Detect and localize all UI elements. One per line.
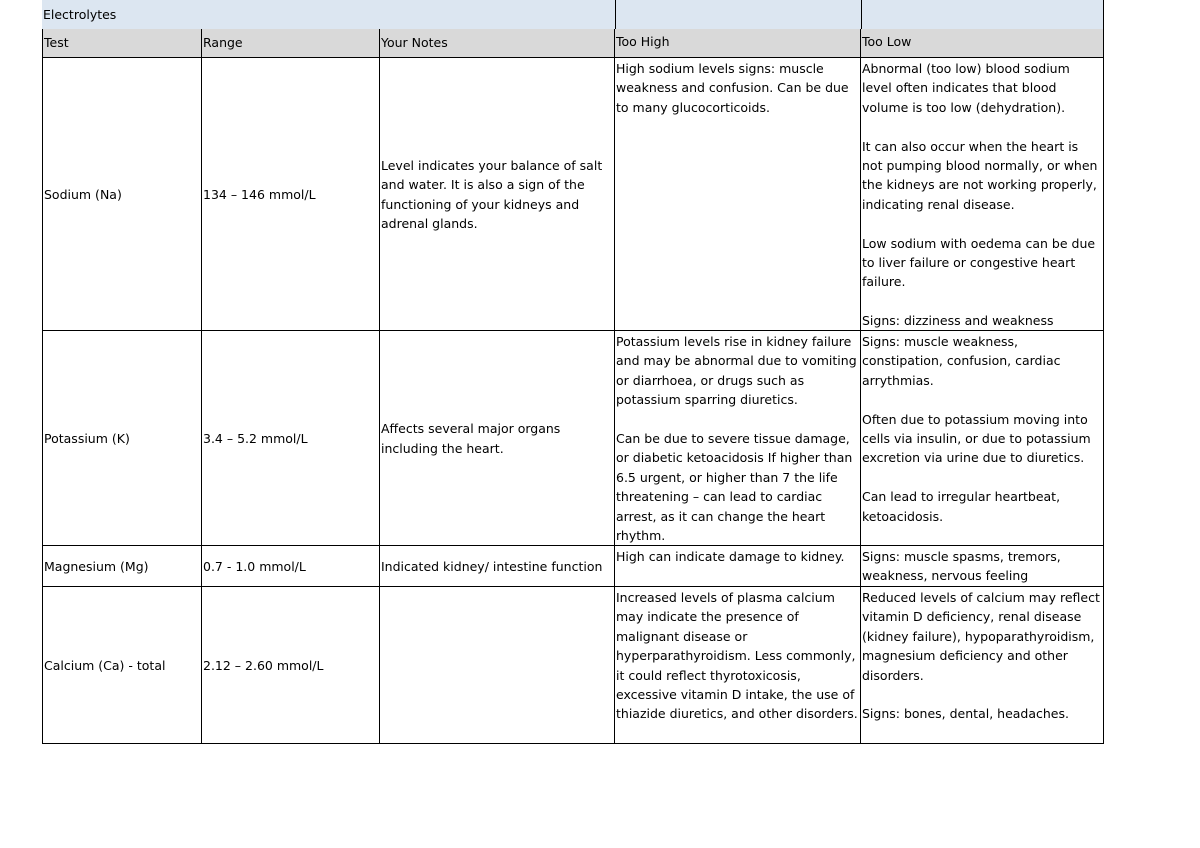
table-row [42, 331, 1104, 546]
test-notes: Indicated kidney/ intestine function [380, 546, 615, 586]
title-spacer-cell [861, 0, 1104, 29]
header-range: Range [202, 29, 380, 57]
title-spacer-cell [615, 0, 861, 29]
too-low-text: Abnormal (too low) blood sodium level often indicates that blood volume is too low (dehydration). It can also occur when the heart is not pumping blood normally, or when the kidneys are not working properly, indicating renal disease. Low sodium with oedema can be due to liver failure or congestive heart failure. Signs: dizziness and weakness [861, 58, 1104, 330]
test-range: 3.4 – 5.2 mmol/L [202, 331, 380, 545]
electrolytes-table [42, 0, 1104, 744]
header-too-high: Too High [615, 29, 861, 57]
too-high-text: Increased levels of plasma calcium may indicate the presence of malignant disease or hyperparathyroidism. Less commonly, it could reflect thyrotoxicosis, excessive vitamin D intake, the use of thiazide diuretics, and other disorders. [615, 587, 861, 743]
test-notes [380, 587, 615, 743]
table-row [42, 587, 1104, 744]
test-name: Sodium (Na) [42, 58, 202, 330]
header-too-low: Too Low [861, 29, 1104, 57]
header-test: Test [42, 29, 202, 57]
too-low-text: Signs: muscle weakness, constipation, confusion, cardiac arrythmias. Often due to potassium moving into cells via insulin, or due to potassium excretion via urine due to diuretics. Can lead to irregular heartbeat, ketoacidosis. [861, 331, 1104, 545]
table-row [42, 546, 1104, 587]
test-range: 0.7 - 1.0 mmol/L [202, 546, 380, 586]
too-low-text: Signs: muscle spasms, tremors, weakness, nervous feeling [861, 546, 1104, 586]
too-low-text: Reduced levels of calcium may reflect vitamin D deficiency, renal disease (kidney failure), hypoparathyroidism, magnesium deficiency and other disorders. Signs: bones, dental, headaches. [861, 587, 1104, 743]
too-high-text: Potassium levels rise in kidney failure and may be abnormal due to vomiting or diarrhoea, or drugs such as potassium sparring diuretics. Can be due to severe tissue damage, or diabetic ketoacidosis If higher than 6.5 urgent, or higher than 7 the life threatening – can lead to cardiac arrest, as it can change the heart rhythm. [615, 331, 861, 545]
header-row [42, 29, 1104, 58]
test-notes: Level indicates your balance of salt and water. It is also a sign of the functioning of your kidneys and adrenal glands. [380, 58, 615, 330]
test-name: Calcium (Ca) - total [42, 587, 202, 743]
test-name: Potassium (K) [42, 331, 202, 545]
table-title: Electrolytes [43, 7, 117, 22]
test-name: Magnesium (Mg) [42, 546, 202, 586]
header-notes: Your Notes [380, 29, 615, 57]
too-high-text: High can indicate damage to kidney. [615, 546, 861, 586]
test-notes: Affects several major organs including the heart. [380, 331, 615, 545]
too-high-text: High sodium levels signs: muscle weakness and confusion. Can be due to many glucocorticoids. [615, 58, 861, 330]
test-range: 134 – 146 mmol/L [202, 58, 380, 330]
table-row [42, 58, 1104, 331]
table-title-row [42, 0, 1104, 29]
test-range: 2.12 – 2.60 mmol/L [202, 587, 380, 743]
